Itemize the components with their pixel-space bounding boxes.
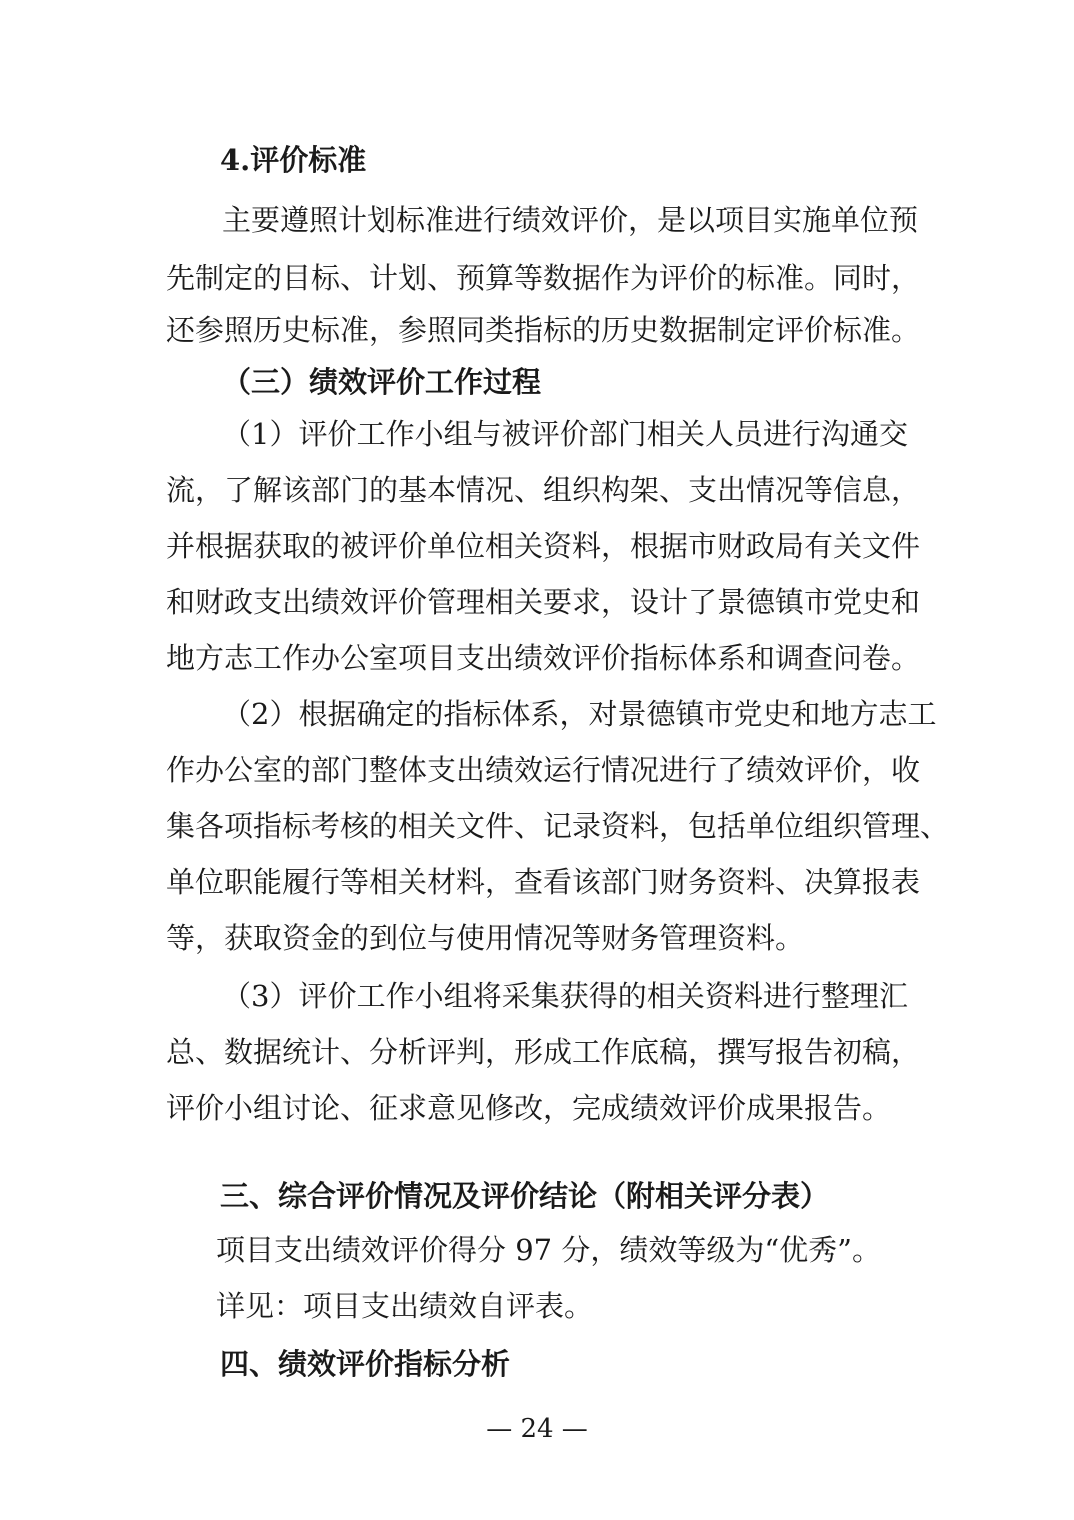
score-statement: 项目支出绩效评价得分 97 分，绩效等级为“优秀”。 — [216, 1233, 881, 1267]
paragraph-line: 主要遵照计划标准进行绩效评价，是以项目实施单位预 — [222, 203, 919, 237]
heading-evaluation-process: （三）绩效评价工作过程 — [222, 365, 542, 399]
subheading-evaluation-standard: 4.评价标准 — [220, 143, 367, 177]
paragraph-line: 总、数据统计、分析评判，形成工作底稿，撰写报告初稿， — [166, 1035, 921, 1069]
paragraph-line: 先制定的目标、计划、预算等数据作为评价的标准。同时， — [166, 261, 921, 295]
section-3-title: 三、综合评价情况及评价结论（附相关评分表） — [220, 1179, 830, 1213]
page-number: — 24 — — [486, 1414, 588, 1444]
paragraph-line: 评价小组讨论、征求意见修改，完成绩效评价成果报告。 — [166, 1091, 892, 1125]
paragraph-line: 地方志工作办公室项目支出绩效评价指标体系和调查问卷。 — [166, 641, 921, 675]
paragraph-line: （2）根据确定的指标体系，对景德镇市党史和地方志工 — [222, 697, 937, 731]
paragraph-line: 和财政支出绩效评价管理相关要求，设计了景德镇市党史和 — [166, 585, 921, 619]
paragraph-line: （1）评价工作小组与被评价部门相关人员进行沟通交 — [222, 417, 908, 451]
paragraph-line: 集各项指标考核的相关文件、记录资料，包括单位组织管理、 — [166, 809, 950, 843]
paragraph-line: 还参照历史标准，参照同类指标的历史数据制定评价标准。 — [166, 313, 921, 347]
detail-reference: 详见：项目支出绩效自评表。 — [216, 1289, 594, 1323]
paragraph-line: 并根据获取的被评价单位相关资料，根据市财政局有关文件 — [166, 529, 921, 563]
paragraph-line: 作办公室的部门整体支出绩效运行情况进行了绩效评价，收 — [166, 753, 921, 787]
paragraph-line: 等，获取资金的到位与使用情况等财务管理资料。 — [166, 921, 805, 955]
section-4-title: 四、绩效评价指标分析 — [220, 1347, 511, 1381]
paragraph-line: 流，了解该部门的基本情况、组织构架、支出情况等信息， — [166, 473, 921, 507]
paragraph-line: （3）评价工作小组将采集获得的相关资料进行整理汇 — [222, 979, 908, 1013]
paragraph-line: 单位职能履行等相关材料，查看该部门财务资料、决算报表 — [166, 865, 921, 899]
